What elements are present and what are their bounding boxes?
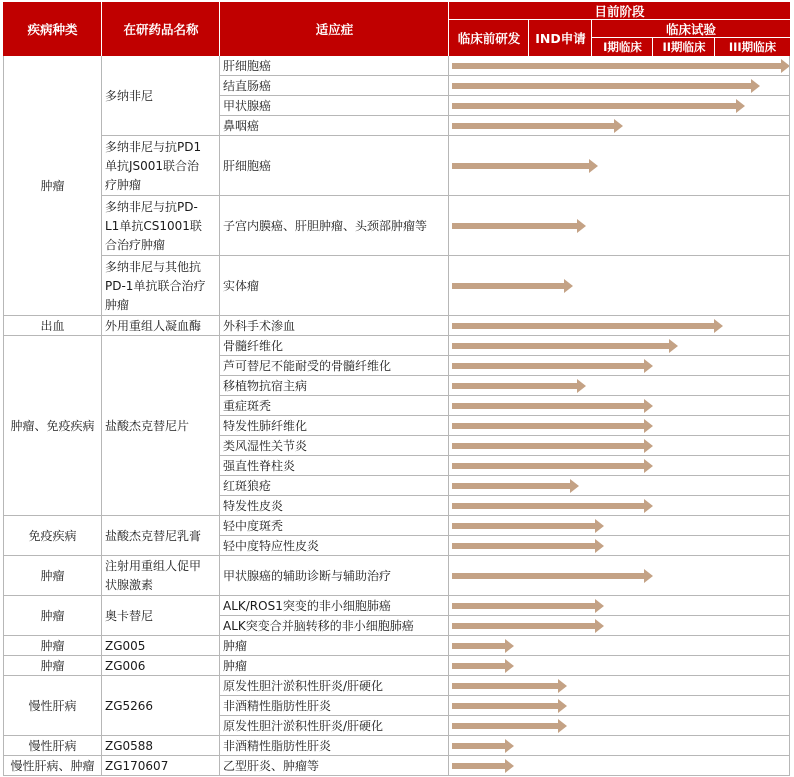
disease-type-label: 肿瘤: [40, 178, 65, 193]
arrow-shaft: [452, 763, 505, 769]
arrow-shaft: [452, 643, 505, 649]
indication-cell: [220, 56, 449, 76]
header-divider: [591, 20, 592, 56]
indication-cell: [220, 436, 449, 456]
arrow-shaft: [452, 383, 577, 389]
header-divider: [101, 2, 102, 56]
arrow-shaft: [452, 423, 644, 429]
drug-name-line: 注射用重组人促甲: [105, 559, 202, 573]
indication-cell: [220, 756, 449, 776]
drug-name-cell: [102, 736, 220, 756]
arrow-shaft: [452, 483, 570, 489]
indication-label: 实体瘤: [223, 278, 260, 293]
header-clinical-trials: 临床试验: [592, 20, 790, 38]
arrow-head: [644, 359, 653, 373]
drug-name-line: ZG005: [105, 638, 146, 653]
arrow-shaft: [452, 163, 589, 169]
drug-name-line: 多纳非尼与其他抗: [105, 259, 202, 274]
arrow-shaft: [452, 343, 669, 349]
indication-label: 强直性脊柱炎: [223, 458, 296, 473]
indication-cell: [220, 616, 449, 636]
drug-name-line: 多纳非尼: [105, 88, 154, 103]
disease-type-cell: [3, 316, 102, 336]
indication-label: 甲状腺癌: [223, 98, 272, 113]
indication-label: 骨髓纤维化: [223, 338, 284, 353]
header-divider: [592, 37, 790, 38]
stage-progress-arrow: [452, 619, 604, 633]
drug-name-line: PD-1单抗联合治疗: [105, 278, 206, 293]
arrow-shaft: [452, 283, 564, 289]
header-divider: [714, 38, 715, 56]
arrow-head: [577, 219, 586, 233]
arrow-head: [505, 759, 514, 773]
disease-type-cell: [3, 556, 102, 596]
arrow-head: [558, 699, 567, 713]
row-divider: [220, 775, 790, 776]
indication-cell: [220, 596, 449, 616]
stage-progress-arrow: [452, 339, 678, 353]
drug-name-cell: [102, 256, 220, 316]
disease-type-label: 免疫疾病: [28, 528, 77, 543]
indication-cell: [220, 696, 449, 716]
row-divider: [102, 775, 220, 776]
arrow-shaft: [452, 443, 644, 449]
stage-progress-arrow: [452, 459, 653, 473]
disease-type-label: 肿瘤: [40, 608, 65, 623]
arrow-head: [644, 399, 653, 413]
arrow-shaft: [452, 363, 644, 369]
arrow-shaft: [452, 403, 644, 409]
drug-name-line: 疗肿瘤: [105, 177, 142, 192]
disease-type-cell: [3, 336, 102, 516]
arrow-shaft: [452, 573, 644, 579]
arrow-head: [751, 79, 760, 93]
indication-label: 非酒精性脂肪性肝炎: [223, 738, 332, 753]
column-divider: [448, 56, 449, 776]
disease-type-cell: [3, 736, 102, 756]
indication-cell: [220, 516, 449, 536]
drug-name-cell: [102, 336, 220, 516]
indication-label: 非酒精性脂肪性肝炎: [223, 698, 332, 713]
stage-progress-arrow: [452, 279, 573, 293]
indication-cell: [220, 636, 449, 656]
column-divider: [789, 56, 790, 776]
header-phase-1: I期临床: [592, 38, 653, 56]
header-divider: [448, 2, 449, 56]
arrow-head: [595, 539, 604, 553]
drug-name-cell: [102, 516, 220, 556]
indication-cell: [220, 556, 449, 596]
disease-type-label: 肿瘤: [40, 638, 65, 653]
arrow-head: [669, 339, 678, 353]
disease-type-cell: [3, 636, 102, 656]
arrow-head: [577, 379, 586, 393]
disease-type-cell: [3, 56, 102, 316]
arrow-head: [644, 499, 653, 513]
drug-name-line: L1单抗CS1001联: [105, 218, 202, 233]
header-ind: IND申请: [529, 20, 592, 56]
drug-name-cell: [102, 596, 220, 636]
arrow-head: [589, 159, 598, 173]
arrow-shaft: [452, 223, 577, 229]
arrow-shaft: [452, 503, 644, 509]
indication-cell: [220, 396, 449, 416]
disease-type-label: 肿瘤: [40, 658, 65, 673]
arrow-head: [505, 639, 514, 653]
disease-type-cell: [3, 516, 102, 556]
stage-progress-arrow: [452, 379, 586, 393]
stage-progress-arrow: [452, 599, 604, 613]
disease-type-label: 肿瘤、免疫疾病: [10, 418, 95, 433]
disease-type-cell: [3, 676, 102, 736]
arrow-head: [736, 99, 745, 113]
header-disease-type: 疾病种类: [3, 2, 102, 56]
arrow-shaft: [452, 83, 751, 89]
header-divider: [528, 20, 529, 56]
arrow-shaft: [452, 123, 614, 129]
stage-progress-arrow: [452, 639, 514, 653]
stage-progress-arrow: [452, 59, 790, 73]
stage-progress-arrow: [452, 659, 514, 673]
indication-cell: [220, 136, 449, 196]
drug-name-line: 多纳非尼与抗PD-: [105, 199, 198, 214]
indication-label: 肿瘤: [223, 658, 248, 673]
arrow-shaft: [452, 743, 505, 749]
arrow-head: [595, 619, 604, 633]
indication-label: 轻中度斑秃: [223, 518, 284, 533]
stage-progress-arrow: [452, 439, 653, 453]
pipeline-table: [3, 2, 790, 774]
drug-name-cell: [102, 676, 220, 736]
indication-label: 类风湿性关节炎: [223, 438, 308, 453]
stage-progress-arrow: [452, 759, 514, 773]
header-current-stage: 目前阶段: [449, 2, 790, 20]
stage-progress-arrow: [452, 699, 567, 713]
drug-name-line: ZG170607: [105, 758, 169, 773]
drug-name-line: 状腺激素: [105, 578, 154, 592]
arrow-shaft: [452, 523, 595, 529]
stage-progress-arrow: [452, 99, 745, 113]
arrow-head: [558, 679, 567, 693]
indication-label: 肝细胞癌: [223, 58, 272, 73]
disease-type-label: 慢性肝病: [28, 738, 77, 753]
indication-cell: [220, 536, 449, 556]
arrow-shaft: [452, 663, 505, 669]
drug-name-cell: [102, 196, 220, 256]
arrow-head: [614, 119, 623, 133]
drug-name-cell: [102, 756, 220, 776]
indication-label: 特发性皮炎: [223, 498, 284, 513]
row-divider: [3, 775, 102, 776]
drug-name-line: 外用重组人凝血酶: [105, 318, 202, 333]
indication-cell: [220, 476, 449, 496]
stage-progress-arrow: [452, 539, 604, 553]
arrow-shaft: [452, 703, 558, 709]
drug-name-line: 奥卡替尼: [105, 608, 154, 623]
drug-name-line: 盐酸杰克替尼乳膏: [105, 528, 202, 543]
disease-type-label: 慢性肝病、肿瘤: [10, 758, 95, 773]
stage-progress-arrow: [452, 739, 514, 753]
indication-label: 重症斑秃: [223, 398, 272, 413]
indication-label: 结直肠癌: [223, 78, 272, 93]
indication-cell: [220, 96, 449, 116]
header-divider: [652, 38, 653, 56]
arrow-head: [505, 739, 514, 753]
disease-type-label: 肿瘤: [40, 568, 65, 583]
drug-name-cell: [102, 56, 220, 136]
drug-name-cell: [102, 136, 220, 196]
column-divider: [219, 56, 220, 776]
stage-progress-arrow: [452, 359, 653, 373]
drug-name-line: 盐酸杰克替尼片: [105, 418, 190, 433]
arrow-shaft: [452, 683, 558, 689]
column-divider: [3, 56, 4, 776]
arrow-head: [714, 319, 723, 333]
stage-progress-arrow: [452, 479, 579, 493]
disease-type-cell: [3, 596, 102, 636]
arrow-shaft: [452, 463, 644, 469]
indication-cell: [220, 416, 449, 436]
stage-progress-arrow: [452, 399, 653, 413]
indication-cell: [220, 316, 449, 336]
header-divider: [219, 2, 220, 56]
indication-cell: [220, 716, 449, 736]
indication-cell: [220, 656, 449, 676]
stage-progress-arrow: [452, 569, 653, 583]
arrow-head: [505, 659, 514, 673]
indication-cell: [220, 256, 449, 316]
header-preclinical: 临床前研发: [449, 20, 529, 56]
indication-label: 乙型肝炎、肿瘤等: [223, 758, 320, 773]
indication-label: 子宫内膜癌、肝胆肿瘤、头颈部肿瘤等: [223, 218, 428, 233]
stage-progress-arrow: [452, 419, 653, 433]
arrow-shaft: [452, 63, 781, 69]
indication-label: 外科手术渗血: [223, 318, 296, 333]
stage-progress-arrow: [452, 499, 653, 513]
drug-name-line: 合治疗肿瘤: [105, 237, 166, 252]
indication-label: 红斑狼疮: [223, 478, 272, 493]
stage-progress-arrow: [452, 519, 604, 533]
indication-cell: [220, 116, 449, 136]
drug-name-line: ZG5266: [105, 698, 154, 713]
indication-label: 肝细胞癌: [223, 158, 272, 173]
indication-cell: [220, 356, 449, 376]
drug-name-cell: [102, 316, 220, 336]
arrow-head: [558, 719, 567, 733]
arrow-head: [564, 279, 573, 293]
indication-label: ALK/ROS1突变的非小细胞肺癌: [223, 598, 391, 613]
indication-label: ALK突变合并脑转移的非小细胞肺癌: [223, 618, 414, 633]
disease-type-label: 慢性肝病: [28, 698, 77, 713]
indication-label: 移植物抗宿主病: [223, 378, 308, 393]
drug-name-cell: [102, 556, 220, 596]
indication-cell: [220, 196, 449, 256]
arrow-head: [595, 599, 604, 613]
indication-cell: [220, 76, 449, 96]
drug-name-line: 多纳非尼与抗PD1: [105, 139, 202, 154]
drug-name-line: ZG0588: [105, 738, 154, 753]
header-drug-name: 在研药品名称: [102, 2, 220, 56]
stage-progress-arrow: [452, 119, 623, 133]
arrow-head: [570, 479, 579, 493]
arrow-shaft: [452, 323, 714, 329]
arrow-head: [595, 519, 604, 533]
indication-cell: [220, 496, 449, 516]
disease-type-cell: [3, 656, 102, 676]
arrow-shaft: [452, 723, 558, 729]
arrow-shaft: [452, 543, 595, 549]
indication-cell: [220, 736, 449, 756]
drug-name-cell: [102, 656, 220, 676]
arrow-head: [644, 439, 653, 453]
stage-progress-arrow: [452, 219, 586, 233]
header-indication: 适应症: [220, 2, 449, 56]
drug-name-line: 单抗JS001联合治: [105, 158, 200, 173]
indication-cell: [220, 676, 449, 696]
indication-label: 芦可替尼不能耐受的骨髓纤维化: [223, 358, 392, 373]
header-phase-3: III期临床: [715, 38, 790, 56]
arrow-head: [644, 459, 653, 473]
indication-label: 甲状腺癌的辅助诊断与辅助治疗: [223, 568, 392, 583]
header-phase-2: II期临床: [653, 38, 715, 56]
arrow-shaft: [452, 623, 595, 629]
arrow-shaft: [452, 103, 736, 109]
indication-cell: [220, 336, 449, 356]
indication-cell: [220, 456, 449, 476]
stage-progress-arrow: [452, 679, 567, 693]
indication-label: 原发性胆汁淤积性肝炎/肝硬化: [223, 678, 384, 693]
arrow-head: [644, 569, 653, 583]
indication-label: 原发性胆汁淤积性肝炎/肝硬化: [223, 718, 384, 733]
stage-progress-arrow: [452, 719, 567, 733]
indication-label: 鼻咽癌: [223, 118, 260, 133]
arrow-shaft: [452, 603, 595, 609]
indication-label: 特发性肺纤维化: [223, 418, 308, 433]
drug-name-line: ZG006: [105, 658, 146, 673]
arrow-head: [644, 419, 653, 433]
disease-type-cell: [3, 756, 102, 776]
column-divider: [101, 56, 102, 776]
indication-label: 肿瘤: [223, 638, 248, 653]
disease-type-label: 出血: [40, 318, 65, 333]
stage-progress-arrow: [452, 159, 598, 173]
drug-name-line: 肿瘤: [105, 297, 130, 312]
header-divider: [449, 19, 790, 20]
stage-progress-arrow: [452, 319, 723, 333]
indication-label: 轻中度特应性皮炎: [223, 538, 320, 553]
drug-name-cell: [102, 636, 220, 656]
indication-cell: [220, 376, 449, 396]
stage-progress-arrow: [452, 79, 760, 93]
